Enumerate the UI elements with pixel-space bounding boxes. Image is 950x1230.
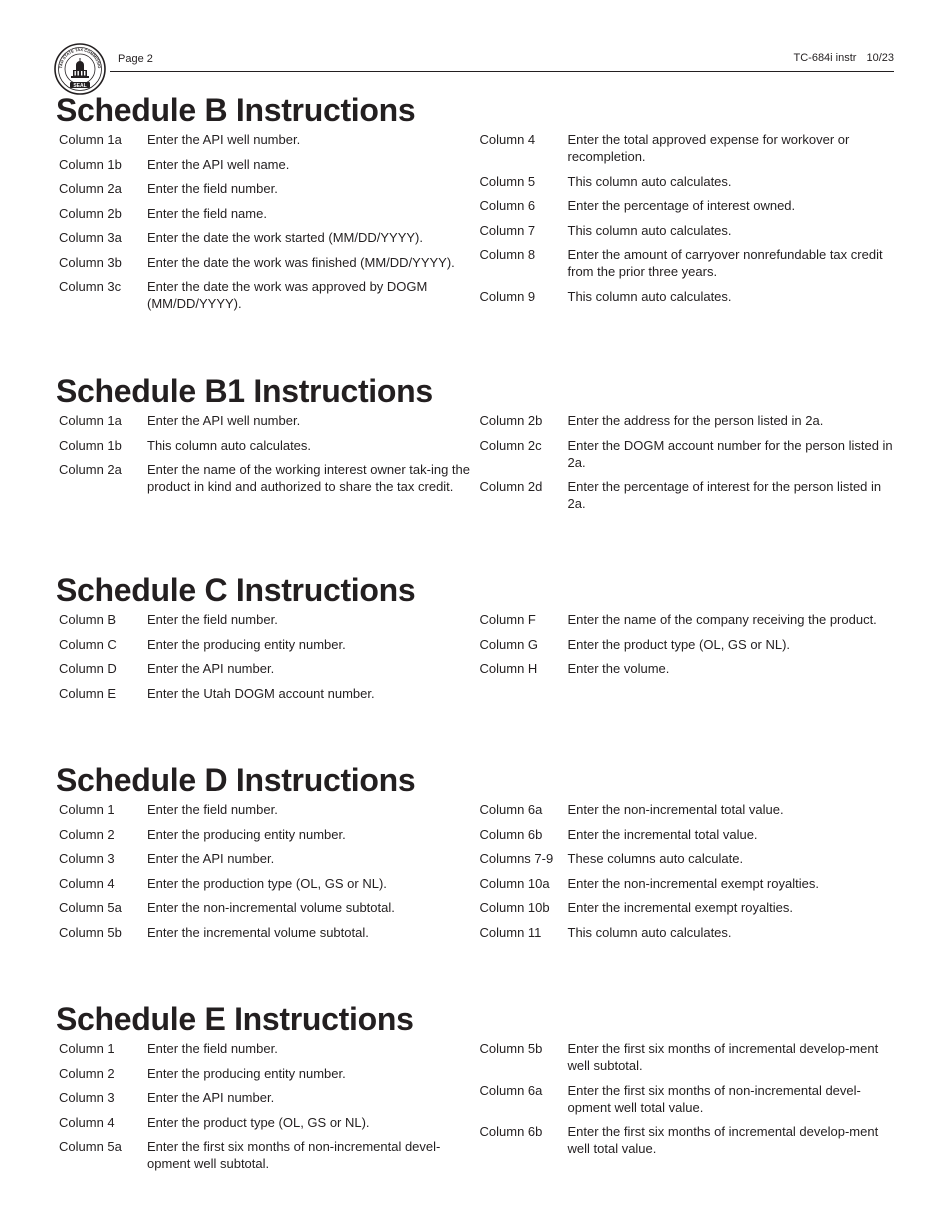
instruction-text: This column auto calculates. xyxy=(567,173,732,189)
column-label: Column 2c xyxy=(479,437,542,453)
instruction-row xyxy=(56,636,476,653)
instruction-row xyxy=(56,180,476,197)
instruction-text: Enter the API number. xyxy=(147,661,275,676)
schedule-c-section xyxy=(56,573,896,709)
instruction-text: Enter the percentage of interest for the person listed in 2a. xyxy=(567,479,882,511)
section-title: Schedule D Instructions xyxy=(56,762,416,798)
column-label: Column D xyxy=(59,661,117,676)
column-label: Column 3b xyxy=(59,254,122,270)
instruction-row xyxy=(56,412,476,429)
section-title: Schedule E Instructions xyxy=(56,1001,414,1037)
column-label: Column 3c xyxy=(59,279,122,294)
instruction-text: Enter the production type (OL, GS or NL). xyxy=(147,875,387,891)
column-label: Column C xyxy=(59,636,117,652)
left-column xyxy=(56,412,476,520)
column-label: Column 6b xyxy=(479,826,543,842)
instruction-text: Enter the total approved expense for workover or recompletion. xyxy=(567,132,850,164)
instruction-row xyxy=(477,826,897,843)
instruction-row xyxy=(477,875,897,892)
instruction-text: Enter the product type (OL, GS or NL). xyxy=(147,1114,370,1130)
column-label: Column 7 xyxy=(479,222,536,238)
instruction-text: Enter the first six months of incremental develop-ment well total value. xyxy=(567,1124,879,1156)
column-label: Column 4 xyxy=(59,1114,115,1130)
state-seal-logo xyxy=(54,43,106,95)
left-column xyxy=(56,801,476,948)
column-label: Column 5a xyxy=(59,900,122,915)
instruction-text: Enter the non-incremental volume subtotal. xyxy=(147,900,395,915)
svg-text:UTAH STATE TAX COMMISSION: TAH STATE TAX COMMISSIO xyxy=(57,46,103,69)
column-label: Column 4 xyxy=(59,875,115,891)
form-identifier xyxy=(794,52,895,64)
header-rule xyxy=(110,71,894,72)
instruction-text: Enter the non-incremental total value. xyxy=(567,802,784,817)
instruction-row xyxy=(56,437,476,454)
column-label: Column 2a xyxy=(59,462,122,477)
instruction-row xyxy=(477,1082,897,1116)
instruction-text: Enter the incremental exempt royalties. xyxy=(567,900,793,915)
instruction-text: Enter the API well name. xyxy=(147,156,290,172)
instruction-row xyxy=(477,899,897,916)
instruction-row xyxy=(56,899,476,916)
schedule-d-section xyxy=(56,763,896,948)
column-label: Column 5b xyxy=(59,924,122,940)
instruction-text: Enter the field name. xyxy=(147,205,267,221)
column-label: Column 5b xyxy=(479,1041,543,1056)
instruction-row xyxy=(56,924,476,941)
form-code: TC-684i instr xyxy=(793,52,857,64)
instruction-text: Enter the first six months of non-incremental devel-opment well total value. xyxy=(567,1082,861,1115)
instruction-row xyxy=(477,437,897,471)
instruction-text: Enter the API well number. xyxy=(147,413,301,428)
instruction-row xyxy=(56,826,476,843)
column-label: Column 1 xyxy=(59,802,115,817)
instruction-row xyxy=(56,254,476,271)
instruction-row xyxy=(477,850,897,867)
schedule-b-section xyxy=(56,93,896,320)
column-label: Column F xyxy=(479,612,536,627)
instruction-row xyxy=(56,1138,476,1172)
column-label: Column B xyxy=(59,612,117,627)
instruction-row xyxy=(477,173,897,190)
instruction-text: Enter the producing entity number. xyxy=(147,826,346,842)
column-label: Column 10a xyxy=(479,875,550,891)
column-label: Column 2 xyxy=(59,1065,115,1081)
schedule-b1-section xyxy=(56,374,896,520)
instruction-text: This column auto calculates. xyxy=(567,288,732,304)
column-label: Column 1a xyxy=(59,132,122,147)
svg-text:SEAL: SEAL xyxy=(73,83,87,89)
instruction-row xyxy=(56,611,476,628)
schedule-e-section xyxy=(56,1002,896,1180)
instruction-text: Enter the producing entity number. xyxy=(147,1065,346,1081)
instruction-row xyxy=(56,660,476,677)
form-date: 10/23 xyxy=(866,52,894,64)
instruction-row xyxy=(56,278,476,312)
column-label: Column H xyxy=(479,661,538,676)
instruction-row xyxy=(56,205,476,222)
column-label: Column 6a xyxy=(479,802,543,817)
right-column xyxy=(476,412,897,520)
column-label: Column 3 xyxy=(59,851,115,866)
column-label: Column 3a xyxy=(59,230,122,245)
column-label: Column 6a xyxy=(479,1082,543,1098)
column-label: Column 2d xyxy=(479,479,543,494)
instruction-text: This column auto calculates. xyxy=(567,222,732,238)
column-label: Column 2 xyxy=(59,826,115,842)
instruction-text: Enter the product type (OL, GS or NL). xyxy=(567,636,791,652)
instruction-row xyxy=(477,1040,897,1074)
instruction-row xyxy=(56,229,476,246)
instruction-text: Enter the percentage of interest owned. xyxy=(567,198,796,213)
instruction-row xyxy=(56,156,476,173)
instruction-text: These columns auto calculate. xyxy=(567,851,744,866)
instruction-text: Enter the API number. xyxy=(147,1090,275,1105)
instruction-row xyxy=(477,197,897,214)
instruction-text: Enter the field number. xyxy=(147,612,278,627)
column-label: Column 6b xyxy=(479,1124,543,1139)
instruction-row xyxy=(56,875,476,892)
column-label: Column 9 xyxy=(479,288,536,304)
instruction-text: This column auto calculates. xyxy=(567,924,732,940)
right-column xyxy=(476,611,897,709)
instruction-row xyxy=(56,1065,476,1082)
instruction-row xyxy=(56,1114,476,1131)
column-label: Column 5a xyxy=(59,1139,122,1154)
instruction-text: Enter the non-incremental exempt royalties. xyxy=(567,875,819,891)
left-column xyxy=(56,1040,476,1180)
instruction-text: Enter the date the work was finished (MM/DD/YYYY). xyxy=(147,254,455,270)
column-label: Column 4 xyxy=(479,132,536,147)
instruction-row xyxy=(56,1089,476,1106)
instruction-text: Enter the field number. xyxy=(147,1041,278,1056)
column-label: Column 5 xyxy=(479,173,536,189)
instruction-row xyxy=(477,660,897,677)
instruction-text: Enter the DOGM account number for the person listed in 2a. xyxy=(567,437,893,470)
instruction-text: Enter the date the work started (MM/DD/YYYY). xyxy=(147,230,423,245)
instruction-row xyxy=(56,461,476,495)
left-column xyxy=(56,131,476,320)
instruction-row xyxy=(477,636,897,653)
instruction-row xyxy=(477,288,897,305)
instruction-text: Enter the volume. xyxy=(567,661,670,676)
section-title: Schedule C Instructions xyxy=(56,572,416,608)
column-label: Column 3 xyxy=(59,1090,115,1105)
right-column xyxy=(476,1040,897,1180)
column-label: Column 2b xyxy=(59,205,122,221)
instruction-text: Enter the Utah DOGM account number. xyxy=(147,685,375,701)
column-label: Column 2a xyxy=(59,181,122,196)
column-label: Columns 7-9 xyxy=(479,851,554,866)
instruction-row xyxy=(56,801,476,818)
instruction-text: Enter the amount of carryover nonrefundable tax credit from the prior three years. xyxy=(567,247,883,279)
column-label: Column 1b xyxy=(59,156,122,172)
instruction-text: Enter the name of the company receiving the product. xyxy=(567,612,877,627)
column-label: Column 1b xyxy=(59,437,122,453)
column-label: Column 10b xyxy=(479,900,550,915)
instruction-text: This column auto calculates. xyxy=(147,437,312,453)
instruction-text: Enter the name of the working interest owner tak-ing the product in kind and authorized to share the tax credit. xyxy=(147,462,471,494)
instruction-row xyxy=(477,924,897,941)
column-label: Column 11 xyxy=(479,924,542,940)
instruction-row xyxy=(477,222,897,239)
section-title: Schedule B Instructions xyxy=(56,92,416,128)
section-title: Schedule B1 Instructions xyxy=(56,373,433,409)
instruction-row xyxy=(477,801,897,818)
instruction-text: Enter the producing entity number. xyxy=(147,636,346,652)
instruction-row xyxy=(477,246,897,280)
instruction-text: Enter the field number. xyxy=(147,181,278,196)
instruction-text: Enter the address for the person listed in 2a. xyxy=(567,413,824,428)
instruction-row xyxy=(56,1040,476,1057)
instruction-text: Enter the API well number. xyxy=(147,132,301,147)
instruction-text: Enter the field number. xyxy=(147,802,278,817)
left-column xyxy=(56,611,476,709)
instruction-text: Enter the API number. xyxy=(147,851,275,866)
column-label: Column G xyxy=(479,636,539,652)
right-column xyxy=(476,131,897,320)
column-label: Column E xyxy=(59,685,117,701)
page-number: Page 2 xyxy=(118,53,153,65)
instruction-row xyxy=(56,850,476,867)
instruction-text: Enter the incremental volume subtotal. xyxy=(147,924,369,940)
column-label: Column 2b xyxy=(479,413,543,428)
instruction-text: Enter the incremental total value. xyxy=(567,826,758,842)
instruction-row xyxy=(477,131,897,165)
instruction-row xyxy=(477,1123,897,1157)
column-label: Column 6 xyxy=(479,198,536,213)
instruction-row xyxy=(477,412,897,429)
column-label: Column 1 xyxy=(59,1041,115,1056)
column-label: Column 8 xyxy=(479,247,536,262)
instruction-row xyxy=(56,131,476,148)
column-label: Column 1a xyxy=(59,413,122,428)
right-column xyxy=(476,801,897,948)
instruction-row xyxy=(477,478,897,512)
instruction-text: Enter the date the work was approved by DOGM (MM/DD/YYYY). xyxy=(147,279,428,311)
instruction-text: Enter the first six months of incremental develop-ment well subtotal. xyxy=(567,1041,879,1073)
instruction-row xyxy=(477,611,897,628)
instruction-row xyxy=(56,685,476,702)
instruction-text: Enter the first six months of non-incremental devel-opment well subtotal. xyxy=(147,1139,441,1171)
